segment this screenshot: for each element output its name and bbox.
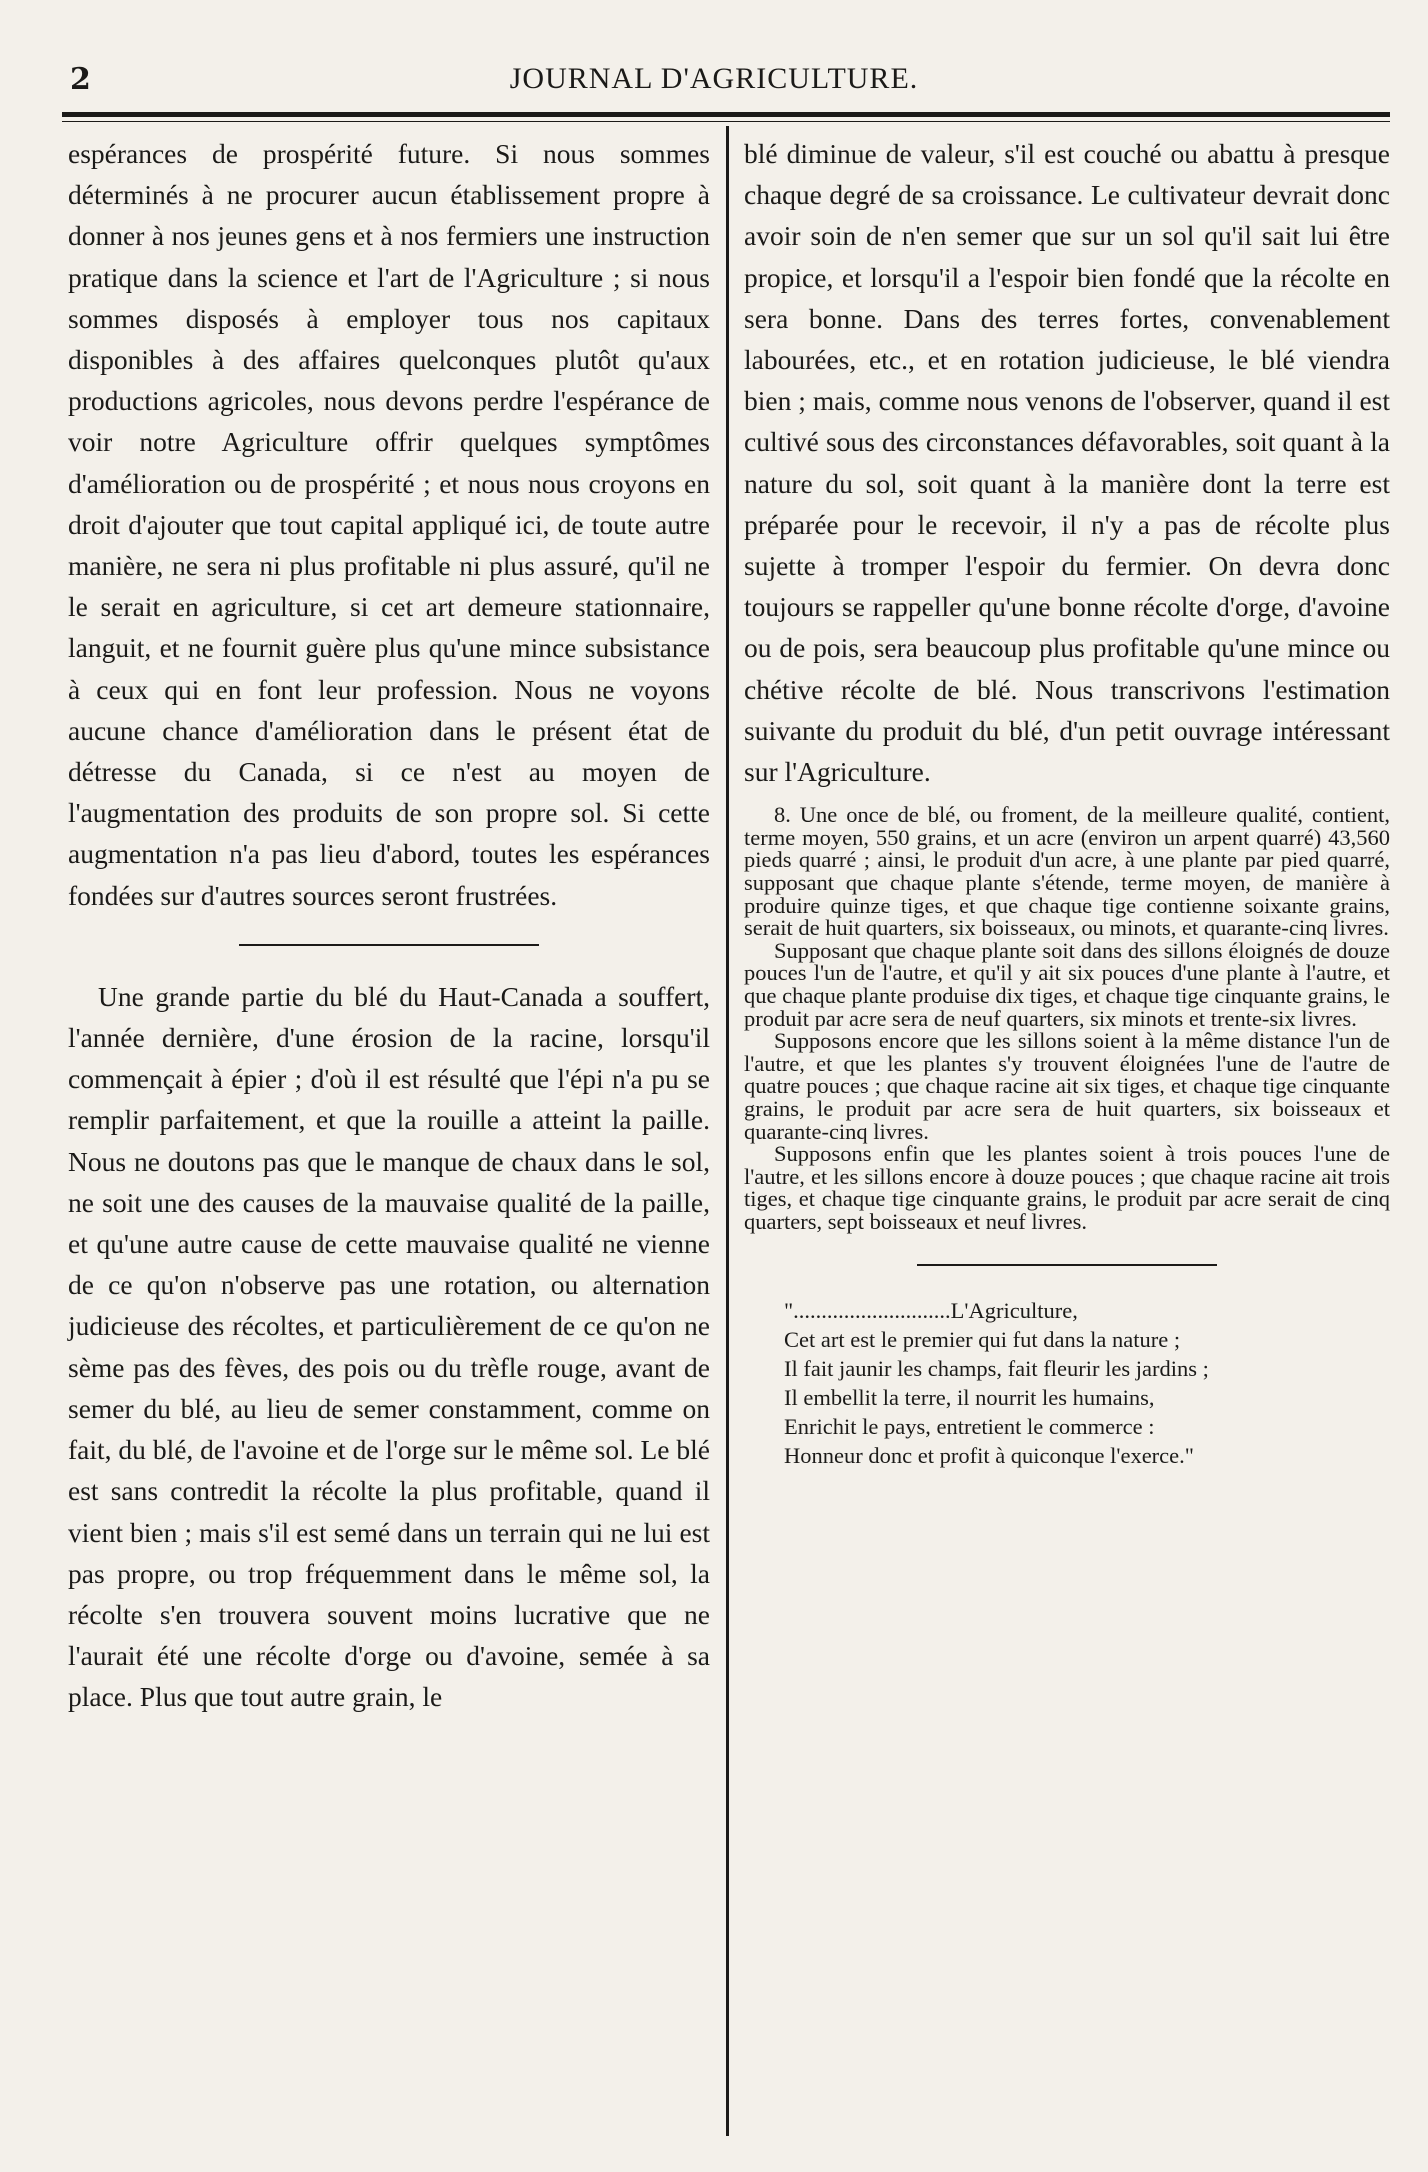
poem-line: Il embellit la terre, il nourrit les humains, — [784, 1384, 1155, 1410]
estimate-paragraph-4: Supposons enfin que les plantes soient à trois pouces l'une de l'autre, et les sillons encore à douze pouces ; que chaque racine ait trois tiges, et chaque tige cinquante grains, le produit par acre serait de cinq quarters, sept boisseaux et neuf livres. — [744, 1141, 1390, 1234]
right-paragraph-1: blé diminue de valeur, s'il est couché ou abattu à presque chaque degré de sa croissance. Le cultivateur devrait donc avoir soin de n'en semer que sur un sol qu'il sait lui être propice, et lorsqu'il a l'espoir bien fondé que la récolte en sera bonne. Dans des terres fortes, convenablement labourées, etc., et en rotation judicieuse, le blé viendra bien ; mais, comme nous venons de l'observer, quand il est cultivé sous des circonstances défavorables, soit quant à la nature du sol, soit quant à la manière dont la terre est préparée pour le recevoir, il n'y a pas de récolte plus sujette à tromper l'espoir du fermier. On devra donc toujours se rappeller qu'une bonne récolte d'orge, d'avoine ou de pois, sera beaucoup plus profitable qu'une mince ou chétive récolte de blé. Nous transcrivons l'estimation suivante du produit du blé, d'un petit ouvrage intéressant sur l'Agriculture. — [744, 138, 1390, 788]
left-paragraph-1: espérances de prospérité future. Si nous sommes déterminés à ne procurer aucun établissement propre à donner à nos jeunes gens et à nos fermiers une instruction pratique dans la science et l'art de l'Agriculture ; si nous sommes disposés à employer tous nos capitaux disponibles à des affaires quelconques plutôt qu'aux productions agricoles, nous devons perdre l'espérance de voir notre Agriculture offrir quelques symptômes d'amélioration ou de prospérité ; et nous nous croyons en droit d'ajouter que tout capital appliqué ici, de toute autre manière, ne sera ni plus profitable ni plus assuré, qu'il ne le serait en agriculture, si cet art demeure stationnaire, languit, et ne fournit guère plus qu'une mince subsistance à ceux qui en font leur profession. Nous ne voyons aucune chance d'amélioration dans le présent état de détresse du Canada, si ce n'est au moyen de l'augmentation des produits de son propre sol. Si cette augmentation n'a pas lieu d'abord, toutes les espérances fondées sur d'autres sources seront frustrées. — [68, 138, 710, 911]
estimate-paragraph-3: Supposons encore que les sillons soient à la même distance l'un de l'autre, et que les plantes s'y trouvent éloignées l'une de l'autre de quatre pouces ; que chaque racine ait six tiges, et chaque tige cinquante grains, le produit par acre sera de huit quarters, six boisseaux et quarante-cinq livres. — [744, 1028, 1390, 1144]
estimate-paragraph-1: 8. Une once de blé, ou froment, de la meilleure qualité, contient, terme moyen, 550 grains, et un acre (environ un arpent quarré) 43,560 pieds quarré ; ainsi, le produit d'un acre, à une plante par pied quarré, supposant que chaque plante s'étende, terme moyen, de manière à produire quinze tiges, et que chaque tige contienne soixante grains, serait de huit quarters, six boisseaux, ou minots, et quarante-cinq livres. — [744, 802, 1390, 941]
journal-title: JOURNAL D'AGRICULTURE. — [509, 62, 919, 95]
page-header — [62, 62, 1366, 102]
page-number: 2 — [70, 62, 91, 97]
estimate-paragraph-2: Supposant que chaque plante soit dans des sillons éloignés de douze pouces l'un de l'autre, et qu'il y ait six pouces d'une plante à l'autre, et que chaque plante produise dix tiges, et chaque tige cinquante grains, le produit par acre sera de neuf quarters, six minots et trente-six livres. — [744, 937, 1390, 1031]
poem-separator — [917, 1264, 1217, 1266]
right-column — [744, 133, 1390, 1470]
poem-line: "............................L'Agriculture, — [784, 1297, 1078, 1323]
poem-line: Il fait jaunir les champs, fait fleurir les jardins ; — [784, 1355, 1209, 1381]
column-divider — [726, 126, 729, 2136]
header-rule-thick — [62, 112, 1390, 117]
left-paragraph-2: Une grande partie du blé du Haut-Canada a souffert, l'année dernière, d'une érosion de la racine, lorsqu'il commençait à épier ; d'où il est résulté que l'épi n'a pu se remplir parfaitement, et que la rouille a atteint la paille. Nous ne doutons pas que le manque de chaux dans le sol, ne soit une des causes de la mauvaise qualité de la paille, et qu'une autre cause de cette mauvaise qualité ne vienne de ce qu'on n'observe pas une rotation, ou alternation judicieuse des récoltes, et particulièrement de ce qu'on ne sème pas des fèves, des pois ou du trèfle rouge, avant de semer du blé, au lieu de semer constamment, comme on fait, du blé, de l'avoine et de l'orge sur le même sol. Le blé est sans contredit la récolte la plus profitable, quand il vient bien ; mais s'il est semé dans un terrain qui ne lui est pas propre, ou trop fréquemment dans le même sol, la récolte s'en trouvera souvent moins lucrative que ne l'aurait été une récolte d'orge ou d'avoine, semée à sa place. Plus que tout autre grain, le — [68, 980, 710, 1713]
section-separator — [239, 944, 539, 946]
poem-line: Cet art est le premier qui fut dans la nature ; — [784, 1326, 1181, 1352]
left-column — [68, 133, 710, 1718]
poem-quote — [744, 1296, 1390, 1470]
poem-line: Enrichit le pays, entretient le commerce : — [784, 1413, 1155, 1439]
poem-line: Honneur donc et profit à quiconque l'exerce." — [784, 1442, 1194, 1468]
header-rule-thin — [62, 121, 1390, 122]
